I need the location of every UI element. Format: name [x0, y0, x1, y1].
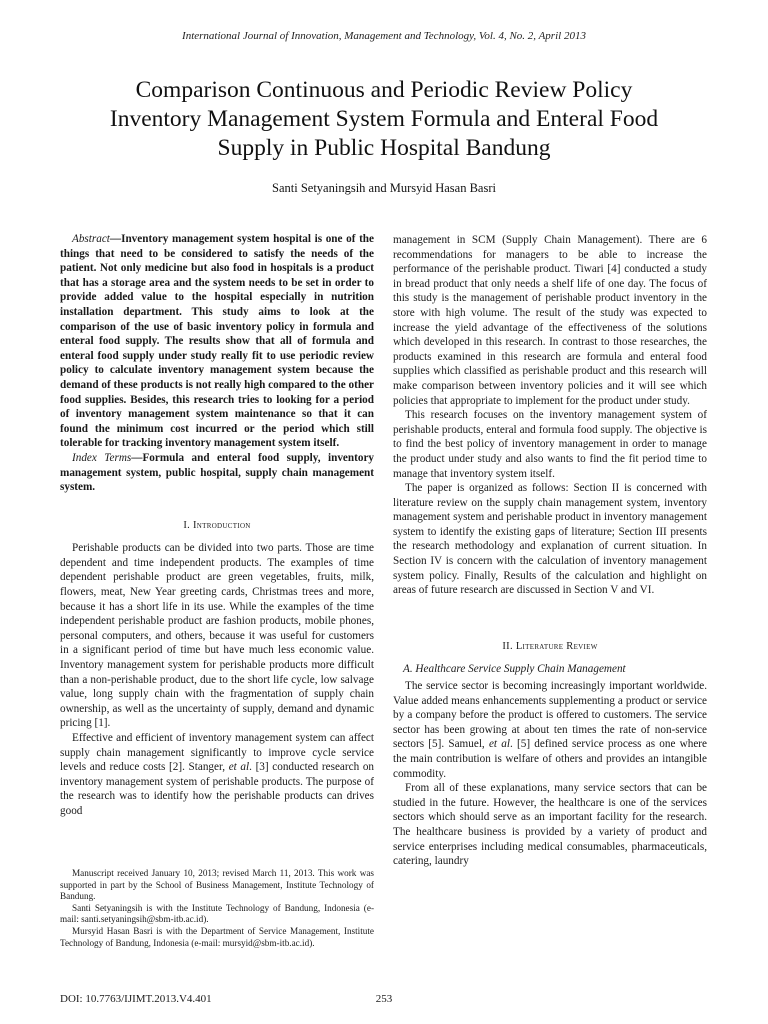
abstract-text: —Inventory management system hospital is one of the things that need to be considered to satisfy the needs of the patient. Not only medicine but also food in hospitals is a product that has a storage area and the system needs to be set in order to provide added value to the hospital especially in nutrition installation department. This study aims to look at the comparison of the use of basic inventory policy in formula and enteral food supply. The results show that all of formula and enteral food supply under study really fit to use periodic review policy to calculate inventory management system because the demand of these products is not really high compared to the other food supplies. Besides, this research tries to looking for a period of inventory management system maintenance so that it can found the minimum cost incurred or the period which still tolerable for tracking inventory management system itself.	[60, 233, 374, 450]
abstract-label: Abstract	[72, 233, 110, 245]
footnote-received: Manuscript received January 10, 2013; revised March 11, 2013. This work was supported in part by the School of Business Management, Institute Technology of Bandung.	[60, 868, 374, 902]
journal-header: International Journal of Innovation, Management and Technology, Vol. 4, No. 2, April 2013	[182, 30, 586, 42]
section-initial-2: R	[566, 640, 574, 652]
intro-p2-etal: et al	[228, 761, 250, 774]
intro-paragraph-1: Perishable products can be divided into two parts. Those are time dependent and time independent products. The examples of time dependent perishable product are green vegetables, fruits, milk, flowers, meat, New Year greeting cards, Christmas trees and more, because it has a short life in its use. While the examples of the time independent perishable product are fashion products, mobile phones, personal computers, and others, because it was useful for customers in a significant period of time but have much less economic value. Inventory management system for perishable products more difficult than a non-perishable product, due to the short life cycle, low salvage value, long supply chain with the fragmentation of supply chain ownership, as well as the uncertainty of supply, demand and dynamic pricing [1].	[60, 542, 374, 730]
page-number: 253	[375, 993, 393, 1005]
lit-paragraph-1	[393, 679, 707, 781]
section-heading-literature-review	[393, 640, 707, 655]
intro-p2-part-b: . [3] conducted research on inventory management system of perishable products. The purpose of the research was to identify how the perishable products can drives good	[60, 761, 375, 817]
section-initial: L	[515, 640, 523, 652]
subsection-heading-healthcare: A. Healthcare Service Supply Chain Management	[403, 663, 626, 676]
left-column	[60, 232, 374, 819]
authors: Santi Setyaningsih and Mursyid Hasan Basri	[272, 181, 496, 195]
title-line-3: Supply in Public Hospital Bandung	[217, 135, 551, 161]
section-title-rest-2: eview	[573, 640, 598, 652]
right-paragraph-2: This research focuses on the inventory management system of perishable products, enteral and formula food supply. The objective is to find the best policy of inventory management in order to manage the product under study and also wants to find the fit period time to manage that inventory system itself.	[393, 409, 707, 480]
paper-title	[60, 76, 708, 163]
abstract	[60, 232, 374, 451]
index-terms-text: —Formula and enteral food supply, inventory management system, public hospital, supply chain management system.	[60, 451, 375, 494]
section-initial: I	[193, 519, 197, 531]
footnote-author-1: Santi Setyaningsih is with the Institute Technology of Bandung, Indonesia (e-mail: santi.setyaningsih@sbm-itb.ac.id).	[60, 902, 374, 925]
right-paragraph-1: management in SCM (Supply Chain Management). There are 6 recommendations for managers to be able to increase the performance of the perishable product. Tiwari [4] conducted a study in bread product that only needs a shelf life of one day. The focus of this study is the management of perishable product inventory in the store with high volume. The result of the study was expected to increase the yield advantage of the effectiveness of the solutions which developed in this research. In contrast to those researches, the products examined in this research are formula and enteral food supplies which classified as perishable product and this research will make comparison between inventory policies and it will see which policies that appropriate to implement for the product under study.	[393, 234, 707, 407]
index-terms	[60, 451, 374, 495]
doi: DOI: 10.7763/IJIMT.2013.V4.401	[60, 993, 212, 1005]
section-numeral: II.	[502, 640, 513, 652]
footnote-author-2: Mursyid Hasan Basri is with the Department of Service Management, Institute Technology of Bandung, Indonesia (e-mail: mursyid@sbm-itb.ac.id).	[60, 925, 374, 948]
title-line-1: Comparison Continuous and Periodic Review Policy	[135, 77, 633, 103]
intro-paragraph-2	[60, 731, 374, 819]
title-line-2: Inventory Management System Formula and Enteral Food	[109, 106, 659, 132]
lit-p1-part-b: . [5] defined service process as one where the main contribution is welfare of others and provides an intangible commodity.	[393, 738, 707, 780]
right-paragraph-3: The paper is organized as follows: Section II is concerned with literature review on the supply chain management system, inventory management system and perishable product in inventory management system to identify the existing gaps of literature; Section III presents the research methodology and explanation of current situation. In Section IV is concern with the calculation of inventory management system policy. Finally, Results of the calculation and highlight on areas of future research are discussed in Section V and VI.	[393, 482, 707, 597]
lit-paragraph-2: From all of these explanations, many service sectors that can be studied in the future. However, the healthcare is one of the services sectors which should serve as an important facility for the research. The healthcare business is provided by a variety of product and service enterprises including medical consumables, pharmaceuticals, catering, laundry	[393, 782, 707, 868]
intro-p2-part-a: Effective and efficient of inventory management system can affect supply chain management significantly to improve cycle service levels and reduce costs [2]. Stanger,	[60, 732, 374, 774]
footnotes	[60, 868, 374, 949]
section-title-rest: iterature	[522, 640, 567, 652]
right-column	[393, 233, 707, 869]
index-terms-label: Index Terms	[72, 451, 132, 464]
lit-p1-part-a: The service sector is becoming increasingly important worldwide. Value added means enhancements supplementing a product or service by a company before the product is offered to customers. The service sector has been growing at about ten times the rate of non-service sectors [5]. Samuel,	[393, 680, 707, 751]
section-heading-introduction	[60, 519, 374, 534]
lit-p1-etal: et al	[488, 738, 510, 751]
spacer	[393, 598, 707, 616]
section-numeral: I.	[183, 519, 191, 531]
section-title-rest: ntroduction	[196, 519, 251, 531]
